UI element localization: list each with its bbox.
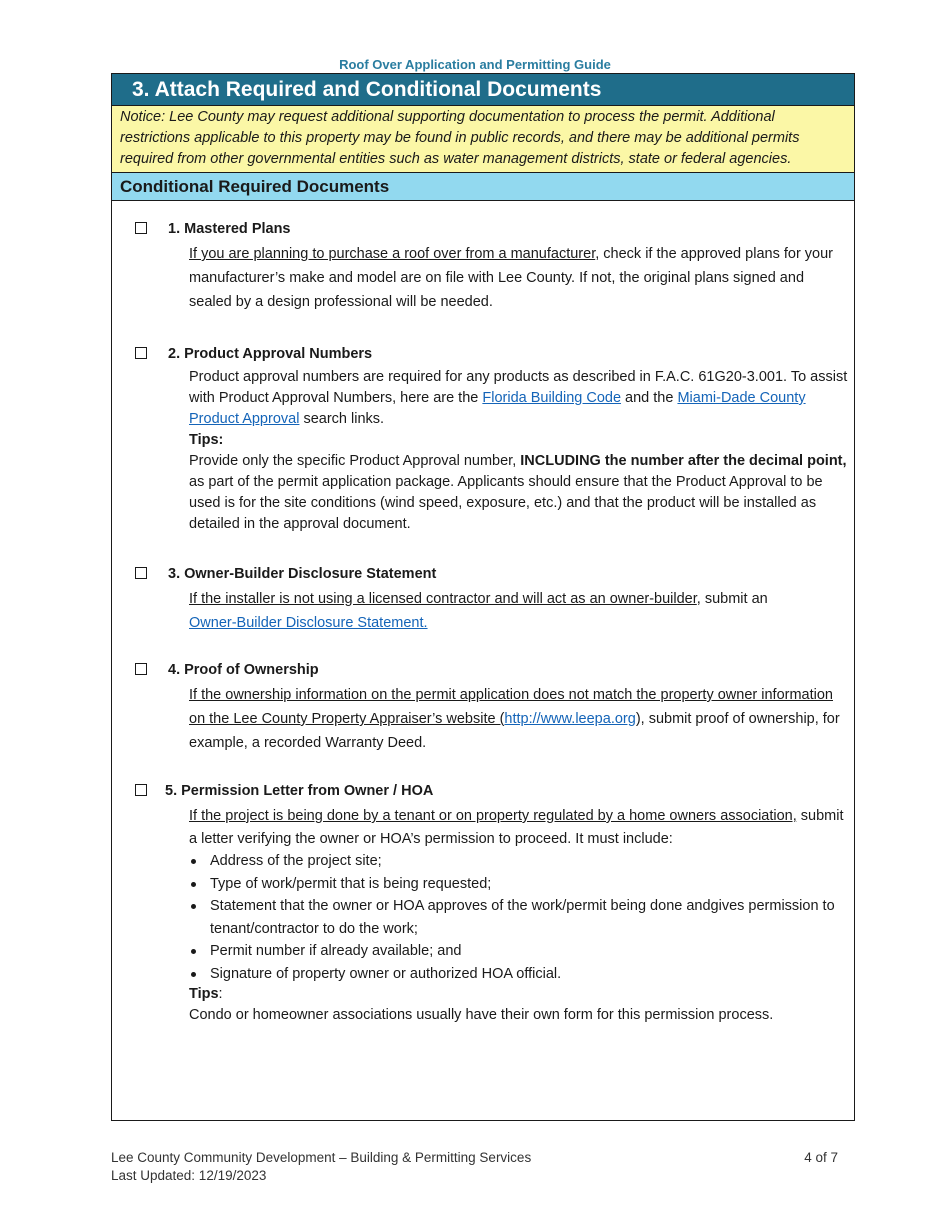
item-owner-builder: 3. Owner-Builder Disclosure Statement If the installer is not using a licensed contractor and will act as an owner-builder, submit an Owner-Builder Disclosure Statement. (112, 563, 856, 635)
leepa-link[interactable]: http://www.leepa.org (504, 711, 636, 727)
footer-updated: Last Updated: 12/19/2023 (111, 1168, 267, 1183)
item-product-approval: 2. Product Approval Numbers Product approval numbers are required for any products as described in F.A.C. 61G20-3.001. To assist with Product Approval Numbers, here are the Florida Building Code and the Miami-Dade County Product Approval search links. Tips: Provide only the specific Product Approval number, INCLUDING the number after the decimal point, as part of the permit application package. Applicants should ensure that the Product Approval to be used is for the site conditions (wind speed, exposure, etc.) and that the product will be installed as detailed in the approval document. (112, 343, 856, 535)
checkbox-product-approval[interactable] (135, 347, 147, 359)
section-frame (111, 73, 855, 1121)
requirements-list (189, 850, 848, 985)
item-text: Product approval numbers are required for any products as described in F.A.C. 61G20-3.001. To assist with Product Approval Numbers, here are the (189, 369, 848, 406)
tips-label: Tips (189, 986, 219, 1002)
list-item: Address of the project site; (189, 850, 848, 873)
checkbox-permission-letter[interactable] (135, 784, 147, 796)
tips-emphasis: INCLUDING the number after the decimal point, (520, 453, 847, 469)
conditional-documents-header: Conditional Required Documents (112, 173, 854, 201)
checkbox-proof-of-ownership[interactable] (135, 663, 147, 675)
florida-building-code-link[interactable]: Florida Building Code (482, 390, 622, 406)
item-text: , check if the approved plans for your manufacturer’s make and model are on file with Lee County. If not, the original plans signed and sealed by a design professional will be needed. (189, 246, 834, 310)
item-condition: If you are planning to purchase a roof over from a manufacturer (189, 246, 596, 262)
owner-builder-disclosure-link[interactable]: Owner-Builder Disclosure Statement. (189, 615, 428, 631)
footer-org: Lee County Community Development – Building & Permitting Services (111, 1150, 532, 1165)
tips-label: Tips: (189, 432, 224, 448)
item-title: 4. Proof of Ownership (168, 662, 319, 678)
item-title: 3. Owner-Builder Disclosure Statement (168, 566, 437, 582)
item-condition: If the project is being done by a tenant or on property regulated by a home owners association, (189, 808, 797, 824)
page-number: 4 of 7 (804, 1150, 838, 1165)
notice-box: Notice: Lee County may request additional supporting documentation to process the permit. Additional restrictions applicable to this property may be found in public records, and there may be additional permits required from other governmental entities such as water management districts, state or federal agencies. (112, 106, 854, 173)
checkbox-owner-builder[interactable] (135, 567, 147, 579)
item-proof-of-ownership: 4. Proof of Ownership If the ownership information on the permit application does not match the property owner information on the Lee County Property Appraiser’s website (http://www.leepa.org), submit proof of ownership, for example, a recorded Warranty Deed. (112, 659, 856, 755)
item-permission-letter: 5. Permission Letter from Owner / HOA If the project is being done by a tenant or on property regulated by a home owners association, submit a letter verifying the owner or HOA’s permission to proceed. It must include: Address of the project site; Type of work/permit that is being requested; Statement that the owner or HOA approves of the work/permit being done andgives permission to tenant/contractor to do the work; Permit number if already available; and Signature of property owner or authorized HOA official. Tips: Condo or homeowner associations usually have their own form for this permission process. (112, 780, 856, 1027)
item-mastered-plans (112, 218, 856, 314)
list-item: Statement that the owner or HOA approves of the work/permit being done andgives permission to tenant/contractor to do the work; (189, 895, 848, 940)
page-footer (111, 1149, 838, 1185)
list-item: Type of work/permit that is being requested; (189, 873, 848, 896)
section-title: 3. Attach Required and Conditional Documents (112, 74, 854, 106)
document-title: Roof Over Application and Permitting Guide (339, 57, 611, 72)
checkbox-mastered-plans[interactable] (135, 222, 147, 234)
item-title: 2. Product Approval Numbers (168, 346, 373, 362)
item-title: 1. Mastered Plans (168, 221, 291, 237)
item-title: 5. Permission Letter from Owner / HOA (165, 783, 434, 799)
item-condition: If the installer is not using a licensed contractor and will act as an owner-builder (189, 591, 697, 607)
miami-dade-product-approval-link[interactable]: Miami-Dade County Product Approval (189, 390, 806, 427)
tips-text: Condo or homeowner associations usually have their own form for this permission process. (189, 1007, 774, 1023)
list-item: Signature of property owner or authorized HOA official. (189, 963, 848, 986)
list-item: Permit number if already available; and (189, 940, 848, 963)
item-condition: If the ownership information on the permit application does not match the property owner information on the Lee County Property Appraiser’s website ( (189, 687, 833, 727)
